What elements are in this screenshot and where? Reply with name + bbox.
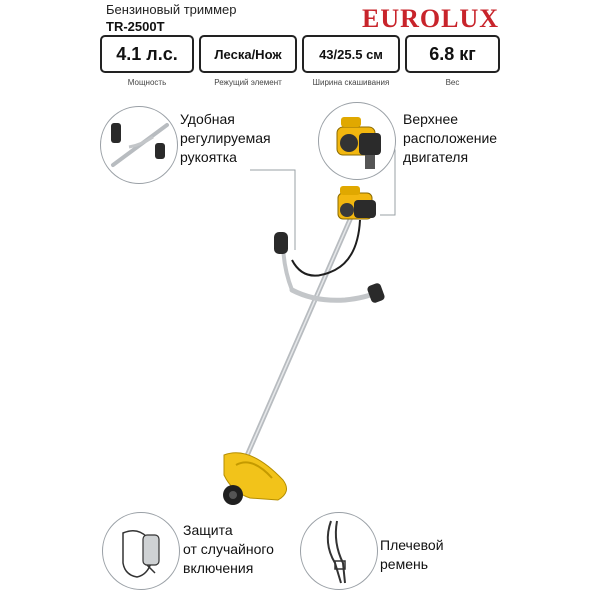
shoulder-strap-icon: [301, 513, 378, 590]
engine-icon: [319, 103, 396, 180]
right-grip: [366, 282, 385, 304]
connector-line: [250, 170, 295, 250]
header-subtitle: Бензиновый триммер: [106, 2, 237, 17]
spec-cutting-label: Режущий элемент: [214, 78, 282, 87]
cutting-head: [223, 453, 287, 505]
handle-feature-icon: [100, 106, 178, 184]
handlebar: [292, 290, 378, 300]
handle-feature-text: Удобная регулируемая рукоятка: [180, 111, 271, 165]
safety-feature-text: Защита от случайного включения: [183, 522, 274, 576]
spec-weight: 6.8 кг: [405, 35, 500, 73]
adjustable-handle-icon: [101, 107, 178, 184]
spec-cutting: Леска/Нож: [199, 35, 297, 73]
strap-feature-text: Плечевой ремень: [380, 537, 444, 572]
engine-feature-text: Верхнее расположение двигателя: [403, 111, 498, 165]
engine: [338, 186, 376, 219]
spec-weight-label: Вес: [445, 78, 460, 87]
spec-width: 43/25.5 см: [302, 35, 400, 73]
spec-power: 4.1 л.с.: [100, 35, 194, 73]
safety-feature-icon: [102, 512, 180, 590]
brand-logo: EUROLUX: [362, 4, 500, 33]
engine-feature-icon: [318, 102, 396, 180]
header-model: TR-2500T: [106, 19, 165, 34]
throttle-cable: [292, 220, 360, 276]
left-grip: [274, 232, 288, 254]
shaft-highlight: [232, 215, 352, 490]
spec-power-label: Мощность: [127, 78, 167, 87]
safety-lock-icon: [103, 513, 180, 590]
strap-feature-icon: [300, 512, 378, 590]
spec-width-label: Ширина скашивания: [312, 78, 390, 87]
